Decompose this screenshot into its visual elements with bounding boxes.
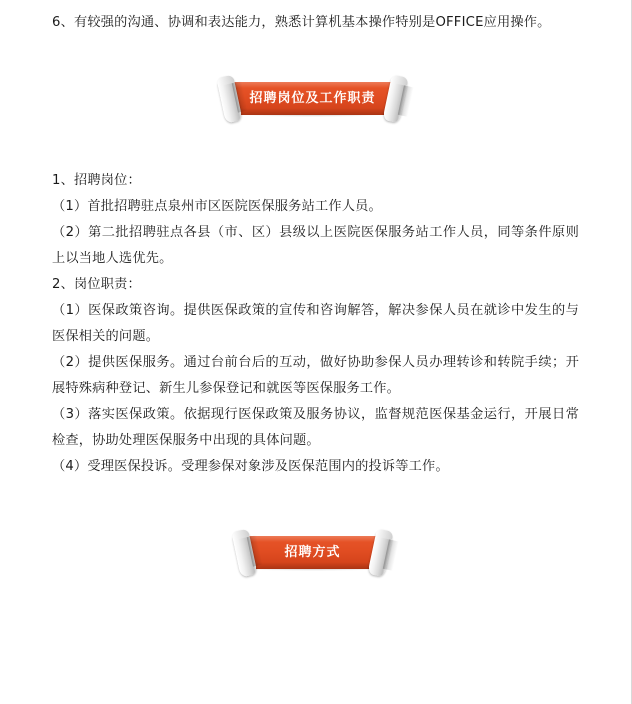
paragraph-duty-4: （4）受理医保投诉。受理参保对象涉及医保范围内的投诉等工作。: [52, 459, 449, 474]
paragraph-duty-2: （2）提供医保服务。通过台前台后的互动，做好协助参保人员办理转诊和转院手续；开展特殊病种登记、新生儿参保登记和就医等医保服务工作。: [52, 355, 579, 396]
paragraph-requirement-6: 6、有较强的沟通、协调和表达能力，熟悉计算机基本操作特别是OFFICE应用操作。: [52, 15, 551, 30]
paragraph-position-2: （2）第二批招聘驻点各县（市、区）县级以上医院医保服务站工作人员，同等条件原则上以当地人选优先。: [52, 225, 579, 266]
paragraph-position-1: （1）首批招聘驻点泉州市区医院医保服务站工作人员。: [52, 199, 382, 214]
section-banner-positions: [0, 68, 625, 130]
paper-curl-left-icon: [210, 71, 250, 126]
torn-paper-banner: [215, 74, 411, 124]
section-banner-method: [0, 522, 625, 584]
paragraph-duties-heading: 2、岗位职责：: [52, 277, 141, 292]
paper-curl-right-icon: [376, 71, 416, 126]
paper-curl-right-icon: [361, 525, 401, 580]
paper-curl-left-icon: [225, 525, 265, 580]
paragraph-positions-heading: 1、招聘岗位：: [52, 173, 141, 188]
banner-label: 招聘岗位及工作职责: [249, 91, 376, 106]
banner-label: 招聘方式: [284, 545, 341, 560]
paragraph-duty-3: （3）落实医保政策。依据现行医保政策及服务协议，监督规范医保基金运行，开展日常检查，协助处理医保服务中出现的具体问题。: [52, 407, 579, 448]
paragraph-duty-1: （1）医保政策咨询。提供医保政策的宣传和咨询解答，解决参保人员在就诊中发生的与医保相关的问题。: [52, 303, 579, 344]
torn-paper-banner: [230, 528, 396, 578]
